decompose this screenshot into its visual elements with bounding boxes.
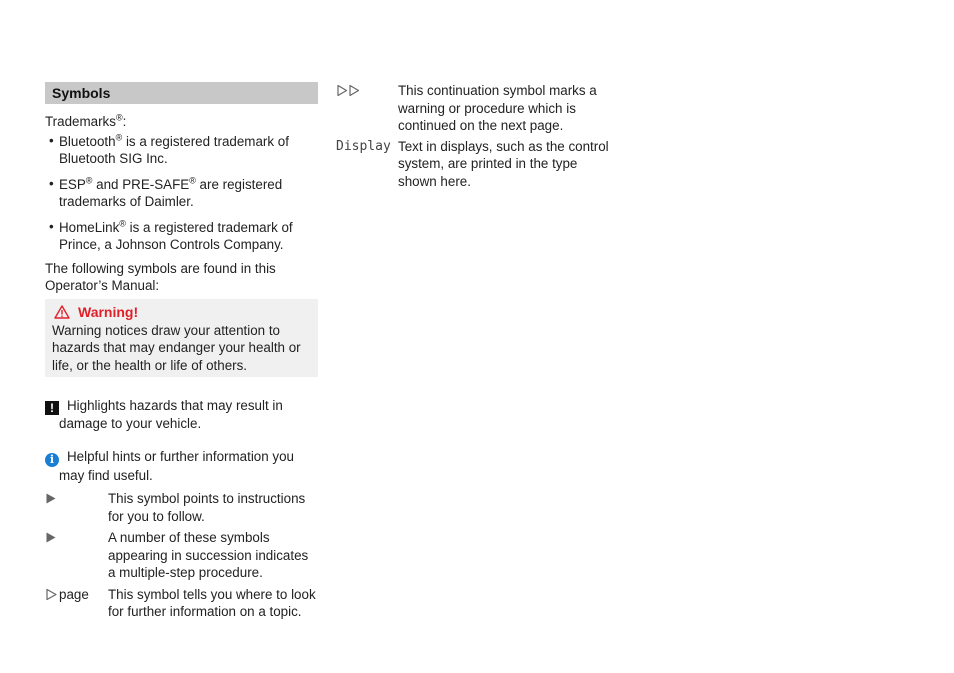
warning-line: hazards that may endanger your health or <box>52 340 301 355</box>
trademark-bullet-bluetooth: • Bluetooth® is a registered trademark of Bluetooth SIG Inc. <box>49 132 289 166</box>
warning-line: life, or the health or life of others. <box>52 357 248 373</box>
intro-paragraph: The following symbols are found in this Operator’s Manual: <box>45 260 276 293</box>
section-header-symbols: Symbols <box>45 82 318 104</box>
warning-line: Warning notices draw your attention to <box>52 322 281 338</box>
bullet-dot: • <box>49 218 54 234</box>
warning-title: Warning! <box>52 302 311 322</box>
trademark-bullet-esp: • ESP® and PRE-SAFE® are registered trademarks of Daimler. <box>49 175 283 209</box>
double-triangle-outline-icon <box>336 82 362 99</box>
page-label: page <box>59 586 89 602</box>
damage-note: ! Highlights hazards that may result in damage to your vehicle. <box>45 397 318 433</box>
warning-triangle-icon <box>54 305 70 319</box>
symbol-row-continuation: This continuation symbol marks a warning or procedure which is continued on the next page. <box>336 82 626 135</box>
triangle-right-filled-icon <box>45 529 57 546</box>
bullet-dot: • <box>49 132 54 148</box>
symbol-row-multistep: A number of these symbols appearing in succession indicates a multiple-step procedure. <box>45 529 318 582</box>
right-column <box>336 82 626 190</box>
bullet-dot: • <box>49 175 54 191</box>
warning-box <box>45 299 318 378</box>
display-type-sample: Display <box>336 138 391 154</box>
info-icon: i <box>45 453 59 467</box>
info-note: i Helpful hints or further information you may find useful. <box>45 448 318 485</box>
triangle-right-filled-icon <box>45 490 57 507</box>
symbol-row-display: Display Text in displays, such as the control system, are printed in the type shown here. <box>336 138 609 189</box>
symbol-row-instruction: This symbol points to instructions for you to follow. <box>45 490 318 525</box>
trademark-bullet-homelink: • HomeLink® is a registered trademark of Prince, a Johnson Controls Company. <box>49 218 293 252</box>
exclamation-icon: ! <box>45 401 59 415</box>
triangle-right-outline-icon <box>45 586 59 603</box>
left-column <box>45 82 318 621</box>
trademarks-label: Trademarks®: <box>45 112 127 129</box>
symbol-row-page-reference: page This symbol tells you where to look for further information on a topic. <box>45 586 318 621</box>
